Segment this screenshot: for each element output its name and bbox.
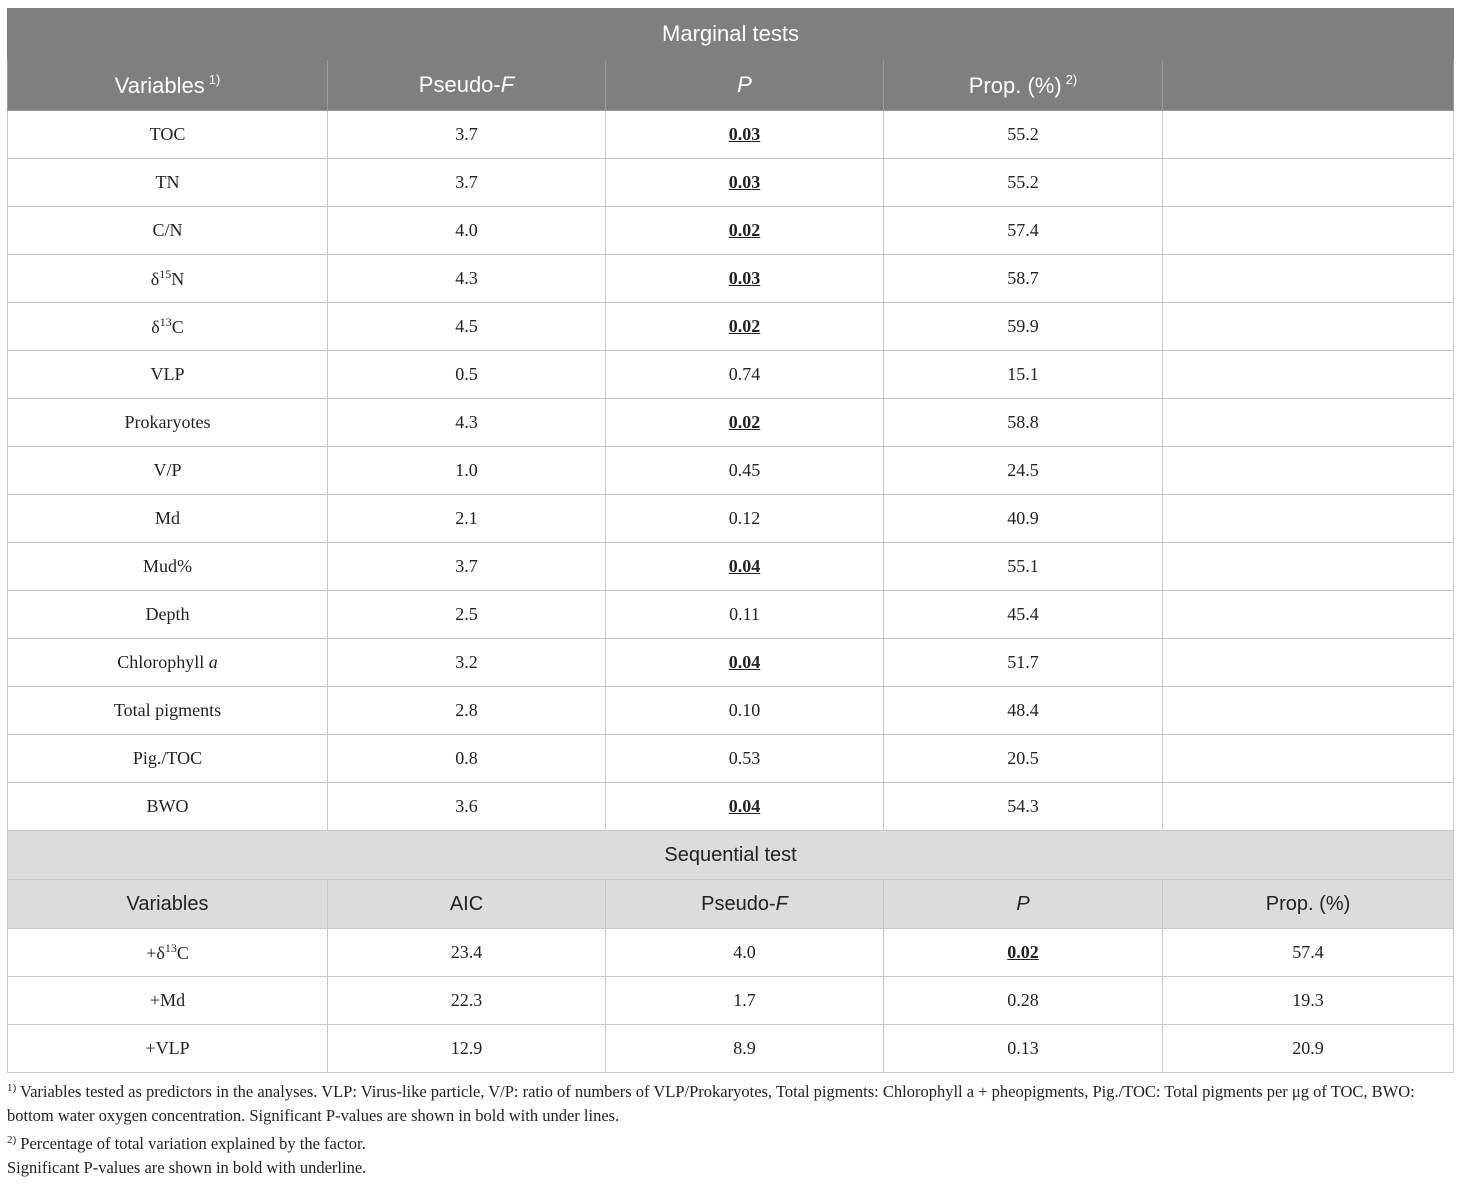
table-row xyxy=(8,399,1454,447)
variable-cell: V/P xyxy=(8,447,328,495)
prop-cell: 54.3 xyxy=(884,783,1163,831)
variable-text: δ xyxy=(151,317,160,337)
prop-cell: 45.4 xyxy=(884,591,1163,639)
prop-cell: 59.9 xyxy=(884,303,1163,351)
footnote-2: $^{2)}$ Percentage of total variation explained by the factor. xyxy=(7,1134,366,1153)
p-value: 0.04 xyxy=(728,796,761,816)
variable-cell: C/N xyxy=(8,207,328,255)
variable-text: δ xyxy=(150,269,160,289)
pseudo-f-cell: 4.3 xyxy=(328,255,606,303)
empty-cell xyxy=(1163,639,1454,687)
empty-cell xyxy=(1163,111,1454,159)
variable-italic: a xyxy=(208,652,218,672)
p-value: 0.45 xyxy=(728,460,761,480)
pseudo-f-cell: 0.5 xyxy=(328,351,606,399)
pseudo-f-cell: 3.6 xyxy=(328,783,606,831)
aic-cell: 22.3 xyxy=(328,977,606,1025)
variable-cell: VLP xyxy=(8,351,328,399)
p-value-cell xyxy=(606,735,884,783)
p-value: 0.28 xyxy=(1007,990,1039,1010)
p-value-cell xyxy=(606,639,884,687)
prop-cell: 48.4 xyxy=(884,687,1163,735)
marginal-header-row xyxy=(8,60,1454,111)
pseudo-f-cell: 4.3 xyxy=(328,399,606,447)
variable-cell: TN xyxy=(8,159,328,207)
p-value-cell xyxy=(606,111,884,159)
prop-cell: 55.1 xyxy=(884,543,1163,591)
p-value: 0.03 xyxy=(728,124,761,144)
p-value-cell xyxy=(606,495,884,543)
table-row xyxy=(8,207,1454,255)
table-row xyxy=(8,447,1454,495)
p-value-cell xyxy=(606,399,884,447)
variable-text: N xyxy=(171,269,185,289)
p-value: 0.11 xyxy=(729,604,760,624)
variable-cell xyxy=(8,929,328,977)
header-empty xyxy=(1163,60,1454,111)
empty-cell xyxy=(1163,447,1454,495)
table-footnotes xyxy=(7,1076,1453,1180)
prop-cell: 58.7 xyxy=(884,255,1163,303)
seq-header-variables: Variables xyxy=(8,880,328,929)
empty-cell xyxy=(1163,783,1454,831)
variable-cell: Total pigments xyxy=(8,687,328,735)
prop-cell: 55.2 xyxy=(884,111,1163,159)
table-row xyxy=(8,543,1454,591)
variable-text: C xyxy=(176,943,189,963)
p-value-cell xyxy=(606,591,884,639)
table-row xyxy=(8,255,1454,303)
p-value-cell xyxy=(606,303,884,351)
sequential-title: Sequential test xyxy=(8,831,1454,880)
variable-cell: +Md xyxy=(8,977,328,1025)
p-value-cell xyxy=(606,543,884,591)
p-value: 0.02 xyxy=(728,316,761,336)
p-value-cell xyxy=(606,351,884,399)
pseudo-f-cell: 1.7 xyxy=(606,977,884,1025)
p-value-cell xyxy=(884,929,1163,977)
table-row xyxy=(8,687,1454,735)
empty-cell xyxy=(1163,255,1454,303)
marginal-title: Marginal tests xyxy=(8,9,1454,60)
p-value-cell xyxy=(606,255,884,303)
marginal-title-row xyxy=(8,9,1454,60)
isotope-mass: 13 xyxy=(164,941,177,955)
header-p: P xyxy=(606,60,884,111)
pseudo-f-cell: 3.2 xyxy=(328,639,606,687)
pseudo-f-cell: 0.8 xyxy=(328,735,606,783)
table-row xyxy=(8,735,1454,783)
empty-cell xyxy=(1163,735,1454,783)
prop-cell: 19.3 xyxy=(1163,977,1454,1025)
pseudo-f-cell: 4.0 xyxy=(328,207,606,255)
variable-cell: Pig./TOC xyxy=(8,735,328,783)
variable-cell xyxy=(8,255,328,303)
variable-cell: Mud% xyxy=(8,543,328,591)
prop-cell: 24.5 xyxy=(884,447,1163,495)
table-row xyxy=(8,591,1454,639)
p-value: 0.74 xyxy=(728,364,761,384)
p-value: 0.13 xyxy=(1007,1038,1039,1058)
p-value-cell xyxy=(606,159,884,207)
table-row xyxy=(8,783,1454,831)
footnote-1: $^{1)}$ Variables tested as predictors in the analyses. VLP: Virus-like particle, V/P: ratio of numbers of VLP/Prokaryotes, Total pigments: Chlorophyll a + pheopigments, Pig./TOC: Total pigments per μg of TOC, BWO: bottom water oxygen concentration. Significant P-values are shown in bold with under lines. xyxy=(7,1082,1415,1125)
variable-cell xyxy=(8,303,328,351)
empty-cell xyxy=(1163,351,1454,399)
seq-header-aic: AIC xyxy=(328,880,606,929)
p-value-cell xyxy=(606,447,884,495)
table-row xyxy=(8,639,1454,687)
sequential-title-row xyxy=(8,831,1454,880)
header-variables: Variables $^{1)}$ xyxy=(8,60,328,111)
empty-cell xyxy=(1163,207,1454,255)
sequential-header-row xyxy=(8,880,1454,929)
pseudo-f-cell: 4.0 xyxy=(606,929,884,977)
variable-text: C xyxy=(171,317,184,337)
variable-text: Chlorophyll xyxy=(117,652,209,672)
p-value: 0.02 xyxy=(1007,942,1039,962)
prop-cell: 57.4 xyxy=(1163,929,1454,977)
pseudo-f-cell: 2.5 xyxy=(328,591,606,639)
p-value: 0.03 xyxy=(728,172,761,192)
pseudo-f-cell: 2.8 xyxy=(328,687,606,735)
variable-cell xyxy=(8,639,328,687)
aic-cell: 23.4 xyxy=(328,929,606,977)
seq-header-pseudo-f: Pseudo-F xyxy=(606,880,884,929)
prop-cell: 51.7 xyxy=(884,639,1163,687)
footnote-3: Significant P-values are shown in bold with underline. xyxy=(7,1158,367,1177)
table-row xyxy=(8,929,1454,977)
empty-cell xyxy=(1163,495,1454,543)
p-value-cell xyxy=(884,1025,1163,1073)
table-container xyxy=(7,8,1453,1180)
table-row xyxy=(8,495,1454,543)
variable-cell: +VLP xyxy=(8,1025,328,1073)
prop-cell: 15.1 xyxy=(884,351,1163,399)
table-row xyxy=(8,351,1454,399)
variable-cell: Prokaryotes xyxy=(8,399,328,447)
prop-cell: 40.9 xyxy=(884,495,1163,543)
empty-cell xyxy=(1163,591,1454,639)
isotope-mass: 13 xyxy=(159,315,172,329)
table-row xyxy=(8,1025,1454,1073)
empty-cell xyxy=(1163,159,1454,207)
p-value: 0.02 xyxy=(728,412,761,432)
prop-cell: 20.9 xyxy=(1163,1025,1454,1073)
pseudo-f-cell: 3.7 xyxy=(328,111,606,159)
pseudo-f-cell: 3.7 xyxy=(328,159,606,207)
p-value: 0.53 xyxy=(728,748,761,768)
aic-cell: 12.9 xyxy=(328,1025,606,1073)
p-value: 0.02 xyxy=(728,220,761,240)
header-pseudo-f: Pseudo-F xyxy=(328,60,606,111)
empty-cell xyxy=(1163,303,1454,351)
p-value-cell xyxy=(606,207,884,255)
p-value: 0.10 xyxy=(728,700,761,720)
variable-text: +δ xyxy=(146,943,165,963)
table-row xyxy=(8,303,1454,351)
p-value-cell xyxy=(606,783,884,831)
prop-cell: 55.2 xyxy=(884,159,1163,207)
p-value: 0.12 xyxy=(728,508,761,528)
empty-cell xyxy=(1163,543,1454,591)
variable-cell: Depth xyxy=(8,591,328,639)
table-row xyxy=(8,111,1454,159)
variable-cell: BWO xyxy=(8,783,328,831)
p-value: 0.04 xyxy=(728,652,761,672)
pseudo-f-cell: 3.7 xyxy=(328,543,606,591)
seq-header-prop: Prop. (%) xyxy=(1163,880,1454,929)
p-value: 0.04 xyxy=(728,556,761,576)
empty-cell xyxy=(1163,687,1454,735)
pseudo-f-cell: 8.9 xyxy=(606,1025,884,1073)
table-row xyxy=(8,159,1454,207)
pseudo-f-cell: 1.0 xyxy=(328,447,606,495)
p-value: 0.03 xyxy=(728,268,761,288)
p-value-cell xyxy=(884,977,1163,1025)
empty-cell xyxy=(1163,399,1454,447)
prop-cell: 57.4 xyxy=(884,207,1163,255)
p-value-cell xyxy=(606,687,884,735)
isotope-mass: 15 xyxy=(159,267,172,281)
header-prop: Prop. (%) $^{2)}$ xyxy=(884,60,1163,111)
seq-header-p: P xyxy=(884,880,1163,929)
variable-cell: TOC xyxy=(8,111,328,159)
results-table xyxy=(7,8,1454,1073)
pseudo-f-cell: 2.1 xyxy=(328,495,606,543)
table-row xyxy=(8,977,1454,1025)
prop-cell: 58.8 xyxy=(884,399,1163,447)
pseudo-f-cell: 4.5 xyxy=(328,303,606,351)
variable-cell: Md xyxy=(8,495,328,543)
prop-cell: 20.5 xyxy=(884,735,1163,783)
